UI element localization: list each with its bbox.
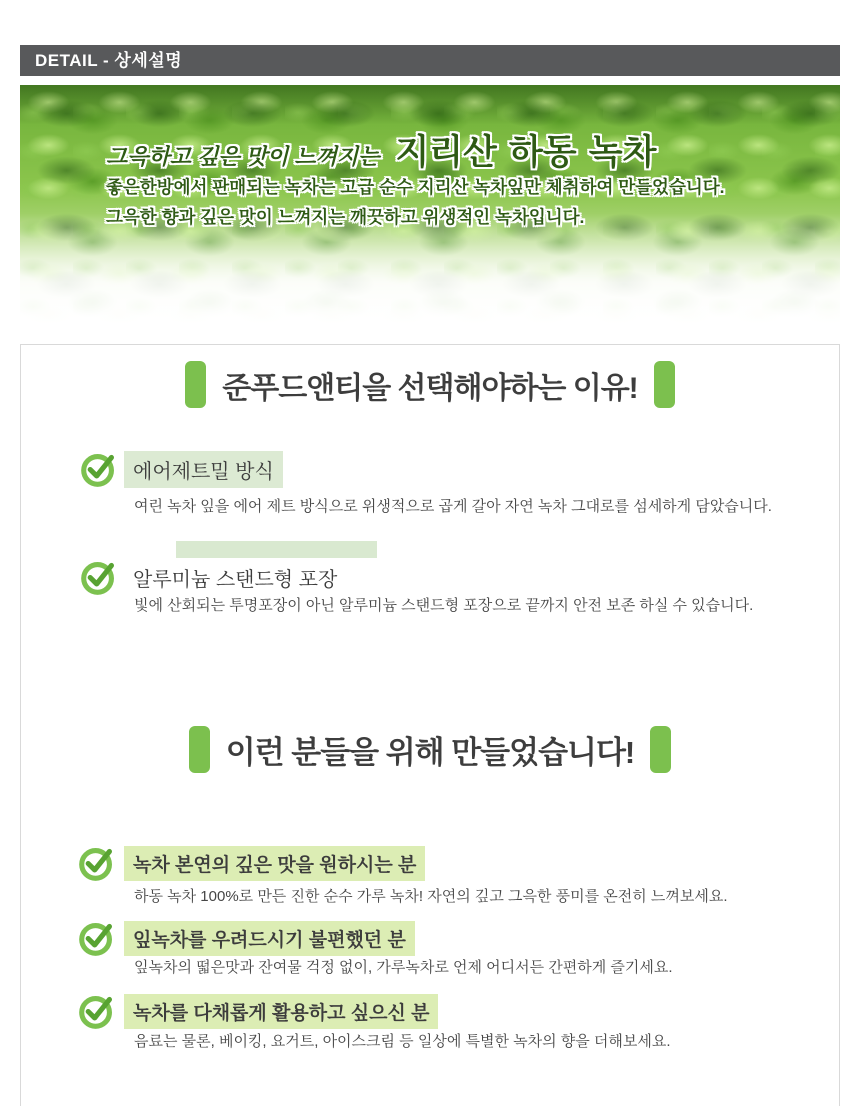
check-icon (78, 993, 115, 1030)
accent-pill-right (654, 361, 675, 408)
check-icon (80, 451, 117, 488)
audience-title: 잎녹차를 우려드시기 불편했던 분 (124, 921, 415, 956)
accent-pill-left (185, 361, 206, 408)
check-icon (78, 920, 115, 957)
content-box (20, 344, 840, 1106)
hero-description-line2: 그윽한 향과 깊은 맛이 느껴지는 깨끗하고 위생적인 녹차입니다. (106, 207, 585, 227)
detail-section-label: DETAIL - 상세설명 (35, 51, 183, 70)
audience-description: 하동 녹차 100%로 만든 진한 순수 가루 녹차! 자연의 깊고 그윽한 풍미를 온전히 느껴보세요. (134, 888, 728, 905)
accent-pill-right (650, 726, 671, 773)
check-icon (78, 845, 115, 882)
hero-banner-image (20, 85, 840, 332)
detail-section-header (20, 45, 840, 76)
audience-description: 잎녹차의 떫은맛과 잔여물 걱정 없이, 가루녹차로 언제 어디서든 간편하게 즐기세요. (134, 959, 673, 976)
section-reasons-title-row (21, 361, 839, 408)
section-audience-title: 이런 분들을 위해 만들었습니다! (225, 735, 635, 770)
highlight-bar (176, 541, 377, 558)
hero-top-shade (20, 85, 840, 125)
hero-title: 지리산 하동 녹차 (395, 132, 657, 173)
section-audience-title-row (21, 726, 839, 773)
feature-description: 빛에 산회되는 투명포장이 아닌 알루미늄 스탠드형 포장으로 끝까지 안전 보존 하실 수 있습니다. (134, 597, 754, 614)
feature-title: 에어제트밀 방식 (124, 451, 283, 488)
check-icon (80, 559, 117, 596)
audience-description: 음료는 물론, 베이킹, 요거트, 아이스크림 등 일상에 특별한 녹차의 향을 더해보세요. (134, 1033, 671, 1050)
hero-headline (106, 125, 656, 175)
audience-title: 녹차 본연의 깊은 맛을 원하시는 분 (124, 846, 425, 881)
accent-pill-left (189, 726, 210, 773)
feature-description: 여린 녹차 잎을 에어 제트 방식으로 위생적으로 곱게 갈아 자연 녹차 그대로를 섬세하게 담았습니다. (134, 498, 772, 515)
feature-title: 알루미늄 스탠드형 포장 (133, 569, 338, 591)
audience-title: 녹차를 다채롭게 활용하고 싶으신 분 (124, 994, 438, 1029)
hero-tagline: 그윽하고 깊은 맛이 느껴지는 (106, 144, 380, 169)
section-reasons-title: 준푸드앤티을 선택해야하는 이유! (222, 371, 638, 405)
hero-description-line1: 좋은한방에서 판매되는 녹차는 고급 순수 지리산 녹차잎만 체취하여 만들었습니다. (106, 177, 725, 197)
